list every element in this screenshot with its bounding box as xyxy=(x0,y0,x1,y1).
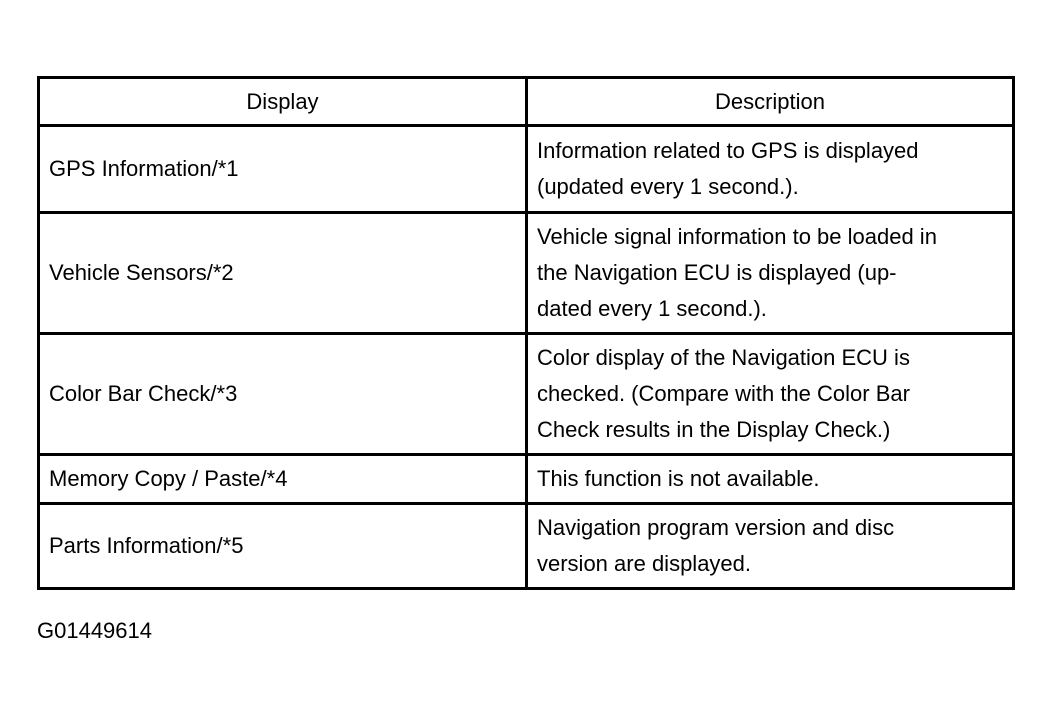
description-line: Color display of the Navigation ECU is xyxy=(537,345,910,370)
description-cell xyxy=(527,126,1014,213)
display-description-table-container xyxy=(37,76,1012,590)
table-row xyxy=(39,126,1014,213)
description-line: Vehicle signal information to be loaded in xyxy=(537,224,937,249)
description-line: version are displayed. xyxy=(537,551,752,576)
description-cell xyxy=(527,334,1014,455)
table-row xyxy=(39,334,1014,455)
display-cell: GPS Information/*1 xyxy=(39,126,527,213)
display-cell: Vehicle Sensors/*2 xyxy=(39,213,527,334)
description-cell xyxy=(527,213,1014,334)
header-description: Description xyxy=(527,78,1014,126)
table-row xyxy=(39,213,1014,334)
table-header-row xyxy=(39,78,1014,126)
description-line: (updated every 1 second.). xyxy=(537,174,799,199)
table-row xyxy=(39,504,1014,589)
description-cell xyxy=(527,504,1014,589)
display-description-table xyxy=(37,76,1015,590)
description-line: dated every 1 second.). xyxy=(537,296,767,321)
description-line: the Navigation ECU is displayed (up- xyxy=(537,260,897,285)
description-line: Information related to GPS is displayed xyxy=(537,138,919,163)
description-line: This function is not available. xyxy=(537,466,820,491)
description-line: Check results in the Display Check.) xyxy=(537,417,891,442)
description-line: checked. (Compare with the Color Bar xyxy=(537,381,910,406)
figure-code-label: G01449614 xyxy=(37,618,152,643)
display-cell: Parts Information/*5 xyxy=(39,504,527,589)
description-cell xyxy=(527,455,1014,504)
display-cell: Color Bar Check/*3 xyxy=(39,334,527,455)
table-row xyxy=(39,455,1014,504)
display-cell: Memory Copy / Paste/*4 xyxy=(39,455,527,504)
header-display: Display xyxy=(39,78,527,126)
description-line: Navigation program version and disc xyxy=(537,515,895,540)
